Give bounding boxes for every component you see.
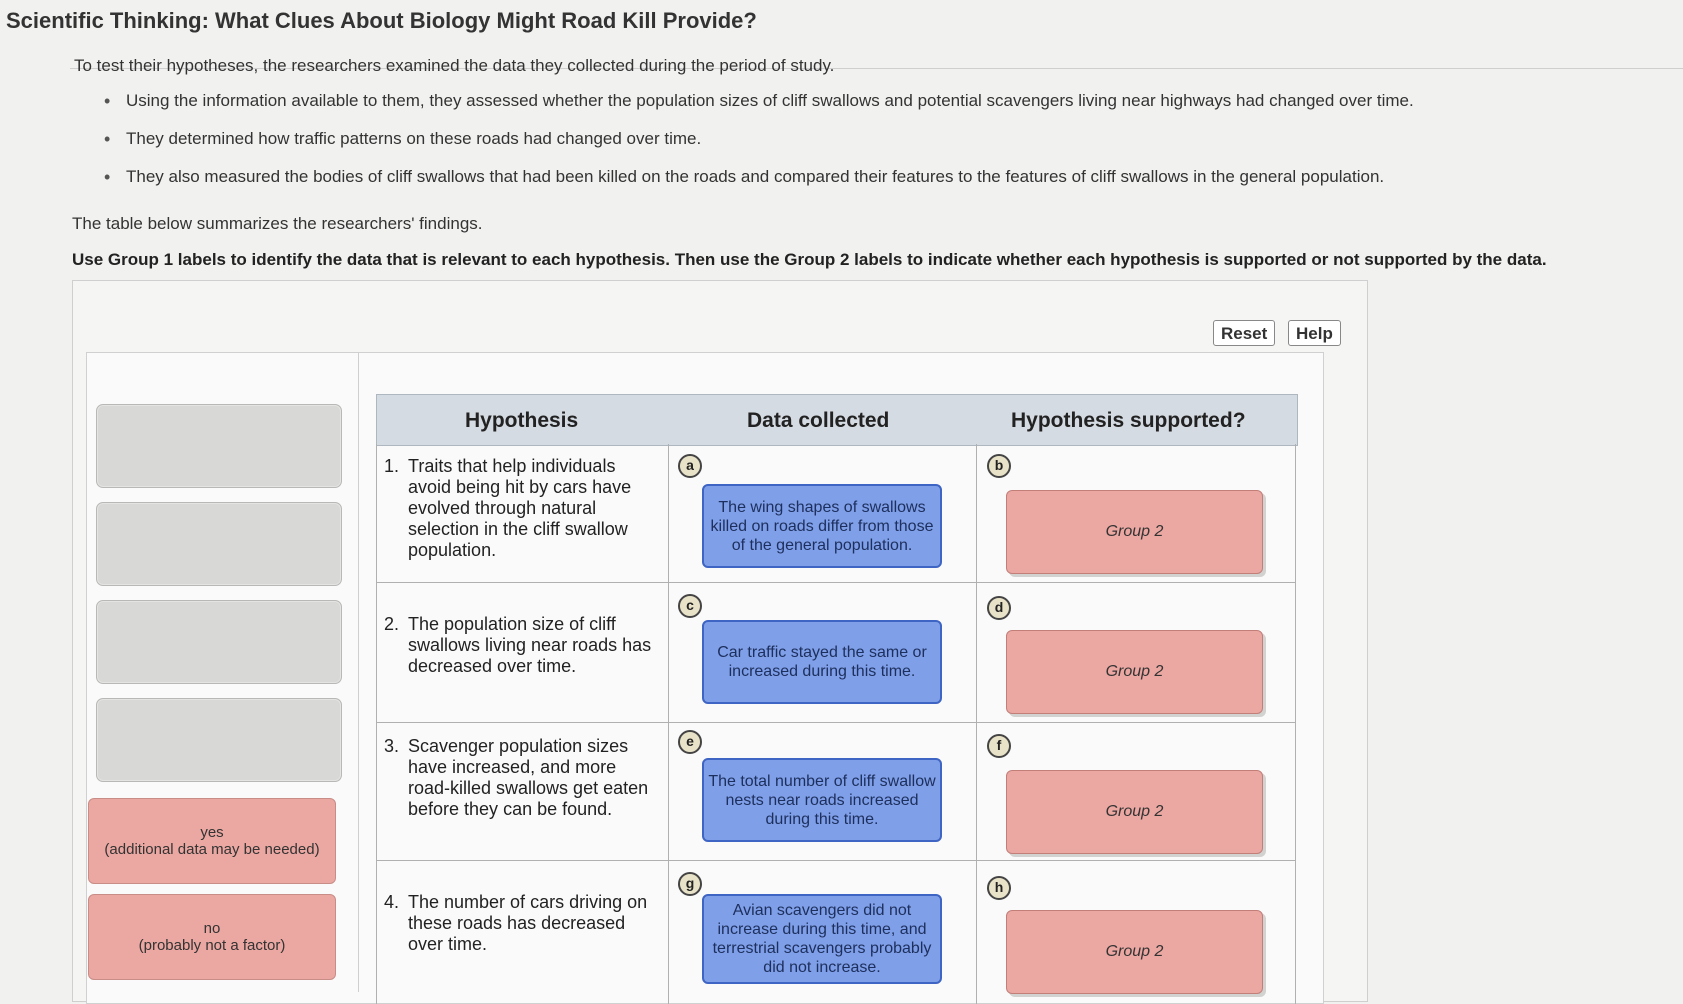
hypothesis-1: [384, 456, 660, 561]
summary-text: The table below summarizes the researchers' findings.: [72, 214, 483, 233]
hypothesis-text: The number of cars driving on these roads has decreased over time.: [408, 892, 648, 954]
label-title: no: [203, 920, 221, 937]
marker-h: h: [987, 876, 1011, 900]
label-title: yes: [200, 824, 224, 841]
hypothesis-2: [384, 614, 660, 677]
header-data-collected: Data collected: [747, 409, 890, 432]
hypothesis-text: The population size of cliff swallows living near roads has decreased over time.: [408, 614, 652, 676]
marker-a: a: [678, 454, 702, 478]
reset-button[interactable]: Reset: [1213, 320, 1275, 346]
help-button[interactable]: Help: [1288, 320, 1341, 346]
marker-b: b: [987, 454, 1011, 478]
table-header: [376, 394, 1298, 446]
instructions-text: Use Group 1 labels to identify the data that is relevant to each hypothesis. Then use the Group 2 labels to indicate whether each hypothesis is supported or not supported by the data.: [72, 250, 1547, 269]
drop-target-row-4[interactable]: Group 2: [1006, 910, 1263, 994]
grid-line: [376, 444, 377, 1004]
drop-target-row-1[interactable]: Group 2: [1006, 490, 1263, 574]
label-yes[interactable]: [88, 798, 336, 884]
hypothesis-text: Traits that help individuals avoid being hit by cars have evolved through natural selection in the cliff swallow population.: [408, 456, 632, 560]
grid-line: [376, 860, 1296, 861]
grid-line: [376, 582, 1296, 583]
hypothesis-number: 3.: [384, 736, 400, 756]
grid-line: [376, 722, 1296, 723]
empty-label-slot: [96, 600, 342, 684]
hypothesis-3: [384, 736, 660, 820]
intro-text: To test their hypotheses, the researchers examined the data they collected during the period of study.: [74, 56, 835, 75]
header-hypothesis-supported: Hypothesis supported?: [1011, 409, 1246, 432]
hypothesis-text: Scavenger population sizes have increased, and more road-killed swallows get eaten before they can be found.: [408, 736, 649, 819]
label-no[interactable]: [88, 894, 336, 980]
marker-g: g: [678, 872, 702, 896]
list-item: • Using the information available to them, they assessed whether the population sizes of cliff swallows and potential scavengers living near highways had changed over time.: [104, 88, 1414, 126]
hypothesis-number: 1.: [384, 456, 400, 476]
data-card-nests[interactable]: The total number of cliff swallow nests near roads increased during this time.: [702, 758, 942, 842]
page-title: Scientific Thinking: What Clues About Biology Might Road Kill Provide?: [6, 8, 757, 33]
hypothesis-number: 4.: [384, 892, 400, 912]
drop-target-row-3[interactable]: Group 2: [1006, 770, 1263, 854]
label-subtitle: (additional data may be needed): [104, 841, 320, 858]
label-bank-divider: [358, 352, 359, 992]
header-hypothesis: Hypothesis: [465, 409, 579, 432]
data-card-wing-shapes[interactable]: The wing shapes of swallows killed on roads differ from those of the general population.: [702, 484, 942, 568]
grid-line: [1295, 444, 1296, 1004]
list-item: • They also measured the bodies of cliff swallows that had been killed on the roads and compared their features to the features of cliff swallows in the general population.: [104, 164, 1414, 202]
hypothesis-4: [384, 892, 660, 955]
drop-target-row-2[interactable]: Group 2: [1006, 630, 1263, 714]
list-item: • They determined how traffic patterns on these roads had changed over time.: [104, 126, 1414, 164]
findings-list: [104, 88, 1414, 202]
marker-d: d: [987, 596, 1011, 620]
empty-label-slot: [96, 404, 342, 488]
data-card-car-traffic[interactable]: Car traffic stayed the same or increased during this time.: [702, 620, 942, 704]
marker-e: e: [678, 730, 702, 754]
empty-label-slot: [96, 502, 342, 586]
hypothesis-number: 2.: [384, 614, 400, 634]
grid-line: [668, 444, 669, 1004]
empty-label-slot: [96, 698, 342, 782]
marker-c: c: [678, 594, 702, 618]
grid-line: [976, 444, 977, 1004]
marker-f: f: [987, 734, 1011, 758]
data-card-avian-scavengers[interactable]: Avian scavengers did not increase during this time, and terrestrial scavengers probably did not increase.: [702, 894, 942, 984]
label-subtitle: (probably not a factor): [138, 937, 286, 954]
